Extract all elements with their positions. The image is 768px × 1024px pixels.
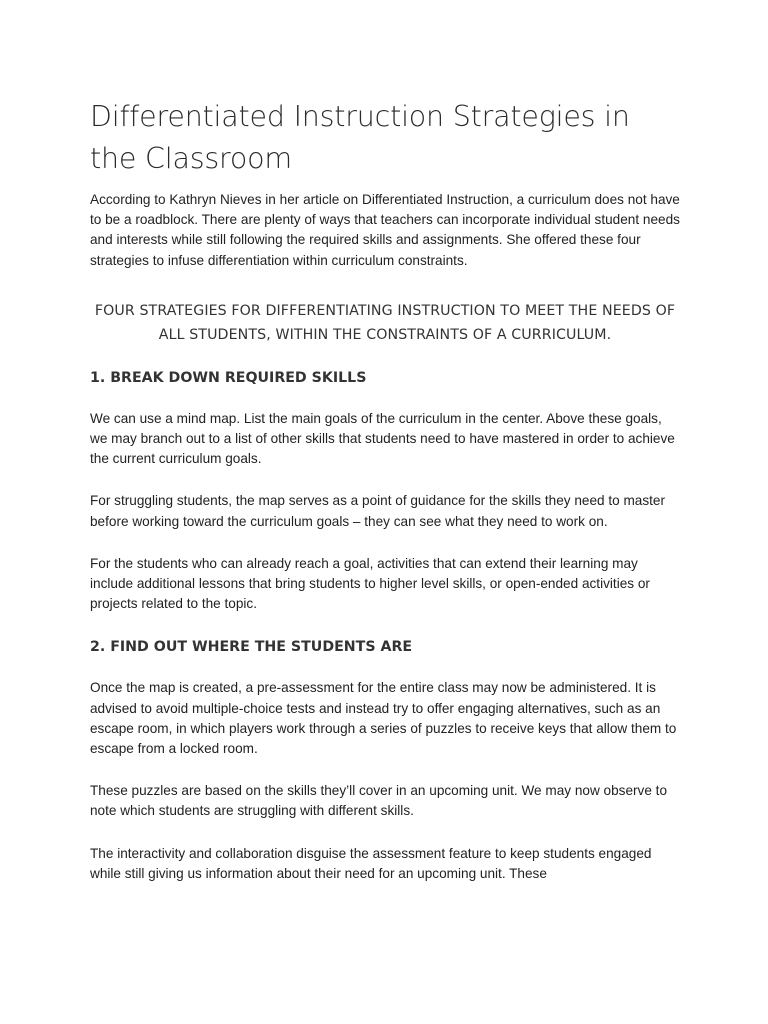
document-page bbox=[90, 96, 680, 884]
section-2-paragraph: The interactivity and collaboration disguise the assessment feature to keep students engaged while still giving us information about their need for an upcoming unit. These bbox=[90, 845, 652, 881]
section-1-heading: 1. BREAK DOWN REQUIRED SKILLS bbox=[90, 369, 367, 386]
intro-paragraph: According to Kathryn Nieves in her article on Differentiated Instruction, a curriculum does not have to be a roadblock. There are plenty of ways that teachers can incorporate individual student needs and interests while still following the required skills and assignments. She offered these four strategies to infuse differentiation within curriculum constraints. bbox=[90, 192, 680, 268]
strategies-subheading: FOUR STRATEGIES FOR DIFFERENTIATING INSTRUCTION TO MEET THE NEEDS OF ALL STUDENTS, WITHIN THE CONSTRAINTS OF A CURRICULUM. bbox=[94, 302, 676, 344]
document-title: Differentiated Instruction Strategies in the Classroom bbox=[90, 100, 630, 175]
section-1-paragraph: For the students who can already reach a goal, activities that can extend their learning may include additional lessons that bring students to higher level skills, or open-ended activities or projects related to the topic. bbox=[90, 555, 650, 612]
section-2-heading: 2. FIND OUT WHERE THE STUDENTS ARE bbox=[90, 639, 413, 656]
section-2-paragraph: These puzzles are based on the skills they’ll cover in an upcoming unit. We may now observe to note which students are struggling with different skills. bbox=[90, 783, 668, 819]
section-1-paragraph: We can use a mind map. List the main goals of the curriculum in the center. Above these goals, we may branch out to a list of other skills that students need to have mastered in order to achieve the current curriculum goals. bbox=[90, 410, 675, 467]
section-2-paragraph: Once the map is created, a pre-assessment for the entire class may now be administered. It is advised to avoid multiple-choice tests and instead try to offer engaging alternatives, such as an escape room, in which players work through a series of puzzles to receive keys that allow them to escape from a locked room. bbox=[90, 680, 677, 757]
section-1-paragraph: For struggling students, the map serves as a point of guidance for the skills they need to master before working toward the curriculum goals – they can see what they need to work on. bbox=[90, 493, 666, 529]
